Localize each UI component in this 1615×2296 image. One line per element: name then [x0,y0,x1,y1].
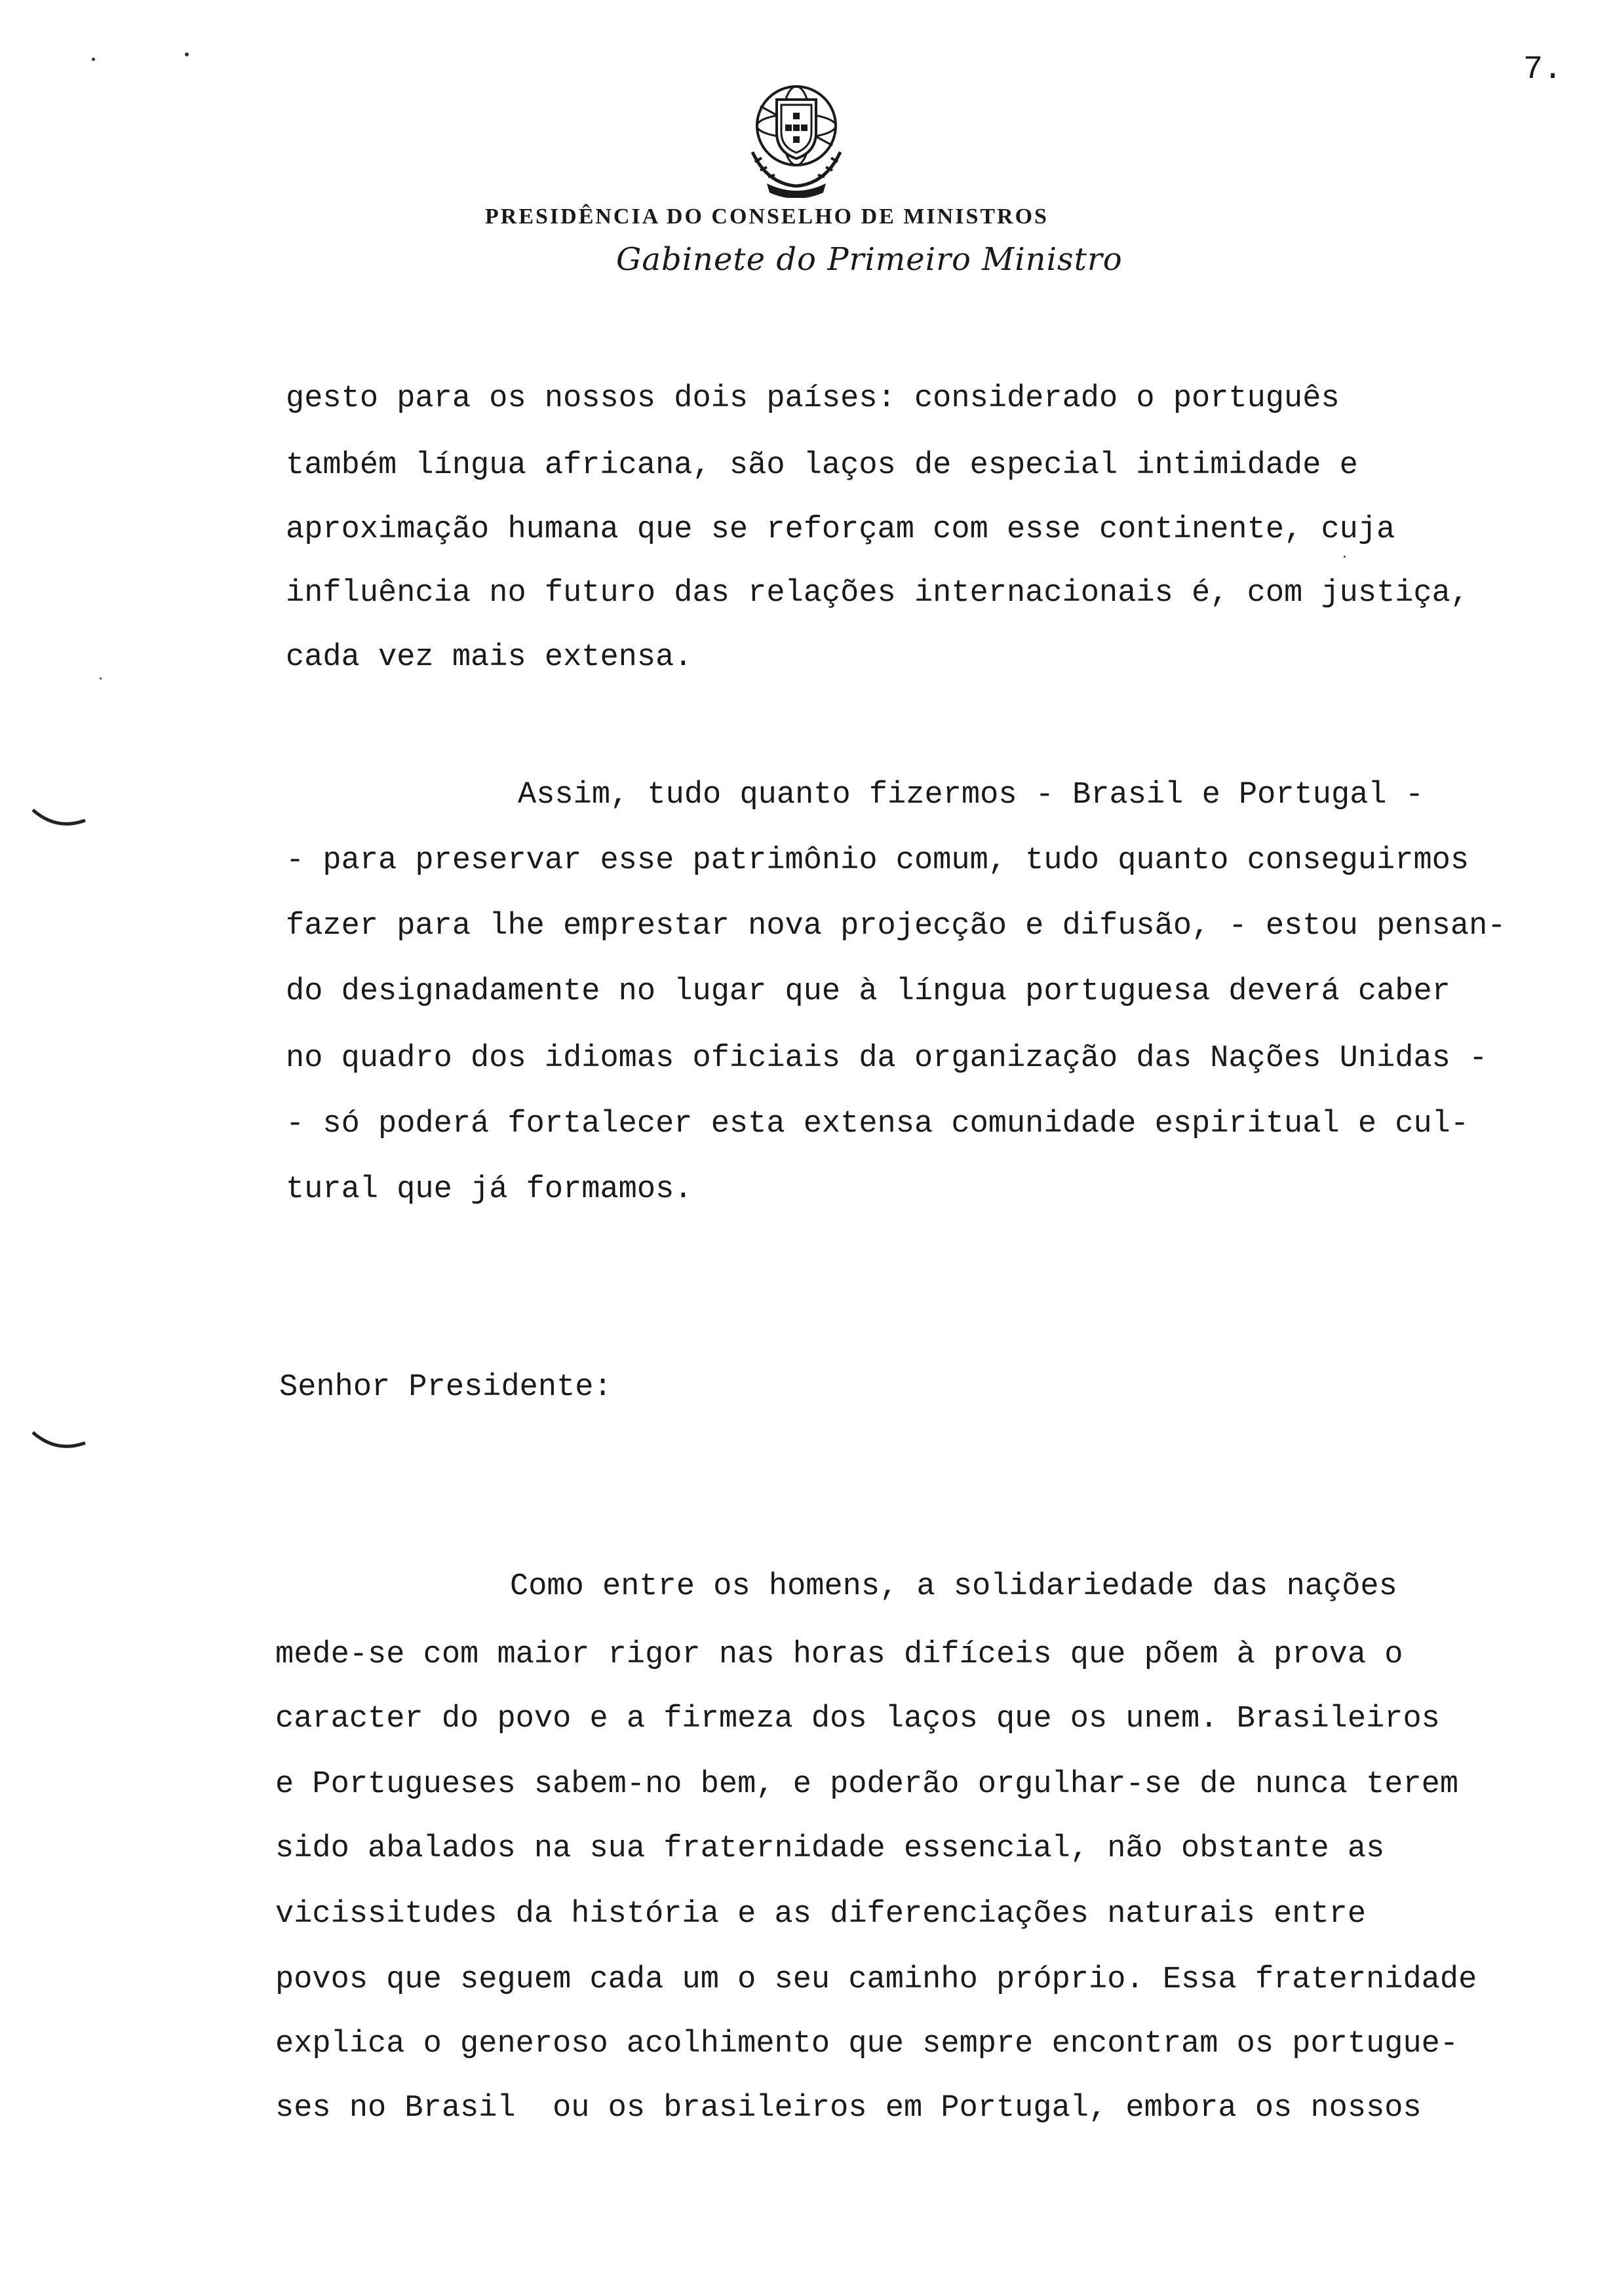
text-line: gesto para os nossos dois países: considerado o português [286,381,1340,416]
page-number: 7. [1523,51,1563,88]
text-line: também língua africana, são laços de especial intimidade e [286,448,1358,483]
text-line: aproximação humana que se reforçam com esse continente, cuja [286,512,1395,547]
text-line: caracter do povo e a firmeza dos laços que os unem. Brasileiros [275,1702,1440,1736]
text-line: explica o generoso acolhimento que sempre encontram os portugue- [275,2027,1459,2061]
text-line: - para preservar esse patrimônio comum, tudo quanto conseguirmos [286,843,1469,878]
text-line: povos que seguem cada um o seu caminho próprio. Essa fraternidade [275,1962,1477,1997]
text-line: mede-se com maior rigor nas horas difíceis que põem à prova o [275,1637,1403,1672]
binder-mark-icon [30,805,89,831]
text-line: cada vez mais extensa. [286,640,693,675]
text-line: e Portugueses sabem-no bem, e poderão orgulhar-se de nunca terem [275,1767,1459,1802]
cabinet-signature: Gabinete do Primeiro Ministro [616,241,1123,278]
text-line: do designadamente no lugar que à língua portuguesa deverá caber [286,974,1450,1009]
coat-of-arms-icon [741,73,852,198]
office-title: PRESIDÊNCIA DO CONSELHO DE MINISTROS [485,204,1049,229]
binder-mark-icon [30,1427,89,1453]
text-line: vicissitudes da história e as diferenciações naturais entre [275,1897,1367,1932]
salutation: Senhor Presidente: [279,1370,612,1405]
text-line: Como entre os homens, a solidariedade das nações [510,1569,1397,1604]
text-line: tural que já formamos. [286,1172,693,1207]
text-line: - só poderá fortalecer esta extensa comunidade espiritual e cul- [286,1107,1469,1141]
text-line: influência no futuro das relações internacionais é, com justiça, [286,576,1469,611]
text-line: no quadro dos idiomas oficiais da organização das Nações Unidas - [286,1041,1488,1076]
text-line: Assim, tudo quanto fizermos - Brasil e Portugal - [518,778,1424,813]
text-line: sido abalados na sua fraternidade essencial, não obstante as [275,1831,1385,1866]
text-line: fazer para lhe emprestar nova projecção e difusão, - estou pensan- [286,909,1506,944]
text-line: ses no Brasil ou os brasileiros em Portugal, embora os nossos [275,2091,1422,2126]
